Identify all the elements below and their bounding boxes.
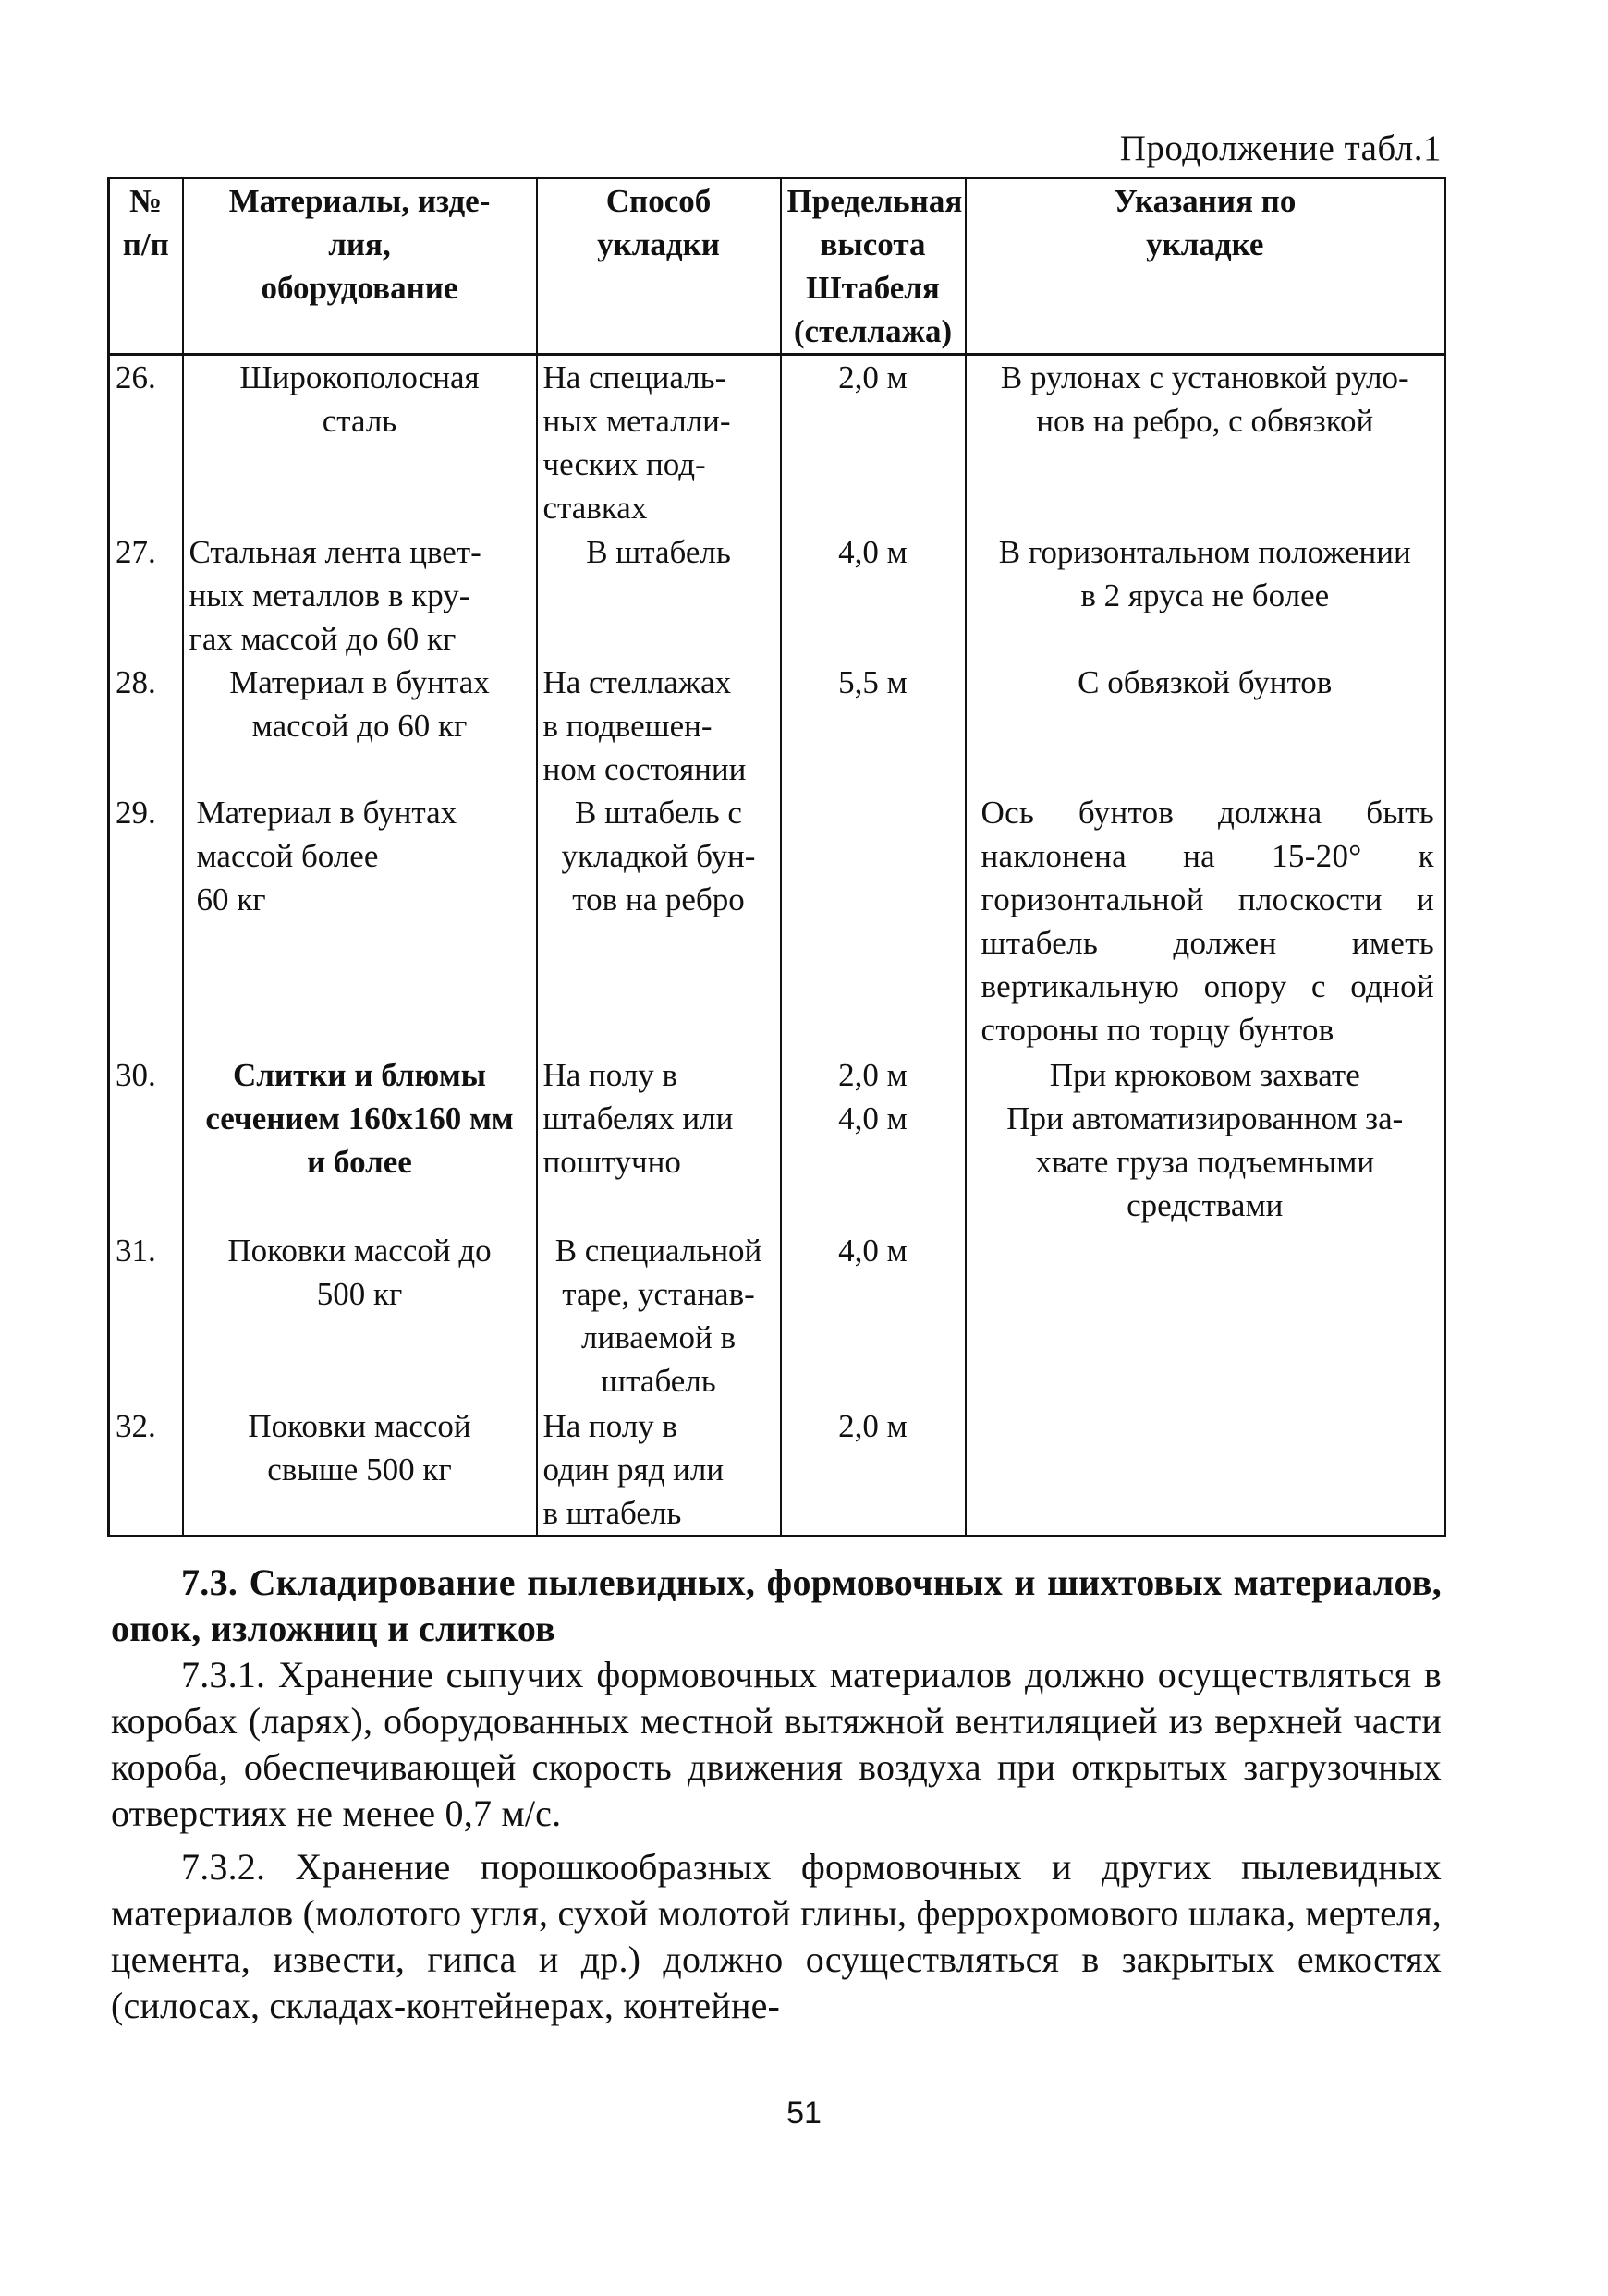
row-height: 5,5 м <box>781 661 966 791</box>
row-height <box>781 791 966 1053</box>
table-continuation-caption: Продолжение табл.1 <box>1119 128 1442 168</box>
row-number: 29. <box>109 791 183 1053</box>
row-height: 2,0 м 4,0 м <box>781 1053 966 1229</box>
row-method: На полу в один ряд или в штабель <box>537 1404 781 1537</box>
row-instructions: Ось бунтов должна быть наклонена на 15-20° к горизонтальной плоскости и штабель должен иметь вертикальную опору с одной стороны по торцу бунтов <box>966 791 1445 1053</box>
row-number: 28. <box>109 661 183 791</box>
table-row <box>109 661 1445 791</box>
section-7-3 <box>111 1560 1442 2029</box>
row-method: В штабель <box>537 530 781 661</box>
table-row <box>109 791 1445 1053</box>
row-material: Материал в бунтах массой до 60 кг <box>183 661 537 791</box>
header-number: № п/п <box>109 178 183 355</box>
row-instructions <box>966 1229 1445 1404</box>
row-method: На полу в штабелях или поштучно <box>537 1053 781 1229</box>
row-method: На стеллажах в подвешен- ном состоянии <box>537 661 781 791</box>
table-row <box>109 1229 1445 1404</box>
header-max-height: Предельная высота Штабеля (стеллажа) <box>781 178 966 355</box>
row-height: 4,0 м <box>781 1229 966 1404</box>
header-material: Материалы, изде- лия, оборудование <box>183 178 537 355</box>
row-number: 30. <box>109 1053 183 1229</box>
row-material: Поковки массой до 500 кг <box>183 1229 537 1404</box>
row-instructions <box>966 1404 1445 1537</box>
table-row <box>109 530 1445 661</box>
row-method: В специальной таре, устанав- ливаемой в штабель <box>537 1229 781 1404</box>
row-method: На специаль- ных металли- ческих под- ставках <box>537 355 781 530</box>
row-number: 27. <box>109 530 183 661</box>
table-row <box>109 1053 1445 1229</box>
row-number: 26. <box>109 355 183 530</box>
row-number: 31. <box>109 1229 183 1404</box>
row-material: Стальная лента цвет- ных металлов в кру- гах массой до 60 кг <box>183 530 537 661</box>
row-material: Широкополосная сталь <box>183 355 537 530</box>
row-material: Слитки и блюмы сечением 160х160 мм и более <box>183 1053 537 1229</box>
row-height: 2,0 м <box>781 355 966 530</box>
row-instructions: В горизонтальном положении в 2 яруса не более <box>966 530 1445 661</box>
row-material: Материал в бунтах массой более 60 кг <box>183 791 537 1053</box>
row-height: 2,0 м <box>781 1404 966 1537</box>
storage-table <box>107 177 1446 1537</box>
row-instructions: При крюковом захвате При автоматизированном за- хвате груза подъемными средствами <box>966 1053 1445 1229</box>
row-instructions: В рулонах с установкой руло- нов на ребро, с обвязкой <box>966 355 1445 530</box>
row-number: 32. <box>109 1404 183 1537</box>
table-header-row <box>109 178 1445 355</box>
row-method: В штабель с укладкой бун- тов на ребро <box>537 791 781 1053</box>
row-material: Поковки массой свыше 500 кг <box>183 1404 537 1537</box>
table-row <box>109 1404 1445 1537</box>
paragraph-7-3-2: 7.3.2. Хранение порошкообразных формовочных и других пылевидных материалов (молотого угля, сухой молотой глины, феррохромового шлака, мертеля, цемента, извести, гипса и др.) должно осуществляться в закрытых емкостях (силосах, складах-контейнерах, контейне- <box>111 1846 1442 2026</box>
section-heading: 7.3. Складирование пылевидных, формовочных и шихтовых материалов, опок, изложниц и слитков <box>111 1561 1442 1649</box>
row-height: 4,0 м <box>781 530 966 661</box>
row-instructions: С обвязкой бунтов <box>966 661 1445 791</box>
header-instructions: Указания по укладке <box>966 178 1445 355</box>
paragraph-7-3-1: 7.3.1. Хранение сыпучих формовочных материалов должно осуществляться в коробах (ларях), оборудованных местной вытяжной вентиляцией из верхней части короба, обеспечивающей скорость движения воздуха при открытых загрузочных отверстиях не менее 0,7 м/с. <box>111 1654 1442 1834</box>
header-method: Способ укладки <box>537 178 781 355</box>
table-row <box>109 355 1445 530</box>
page-number: 51 <box>786 2096 822 2131</box>
